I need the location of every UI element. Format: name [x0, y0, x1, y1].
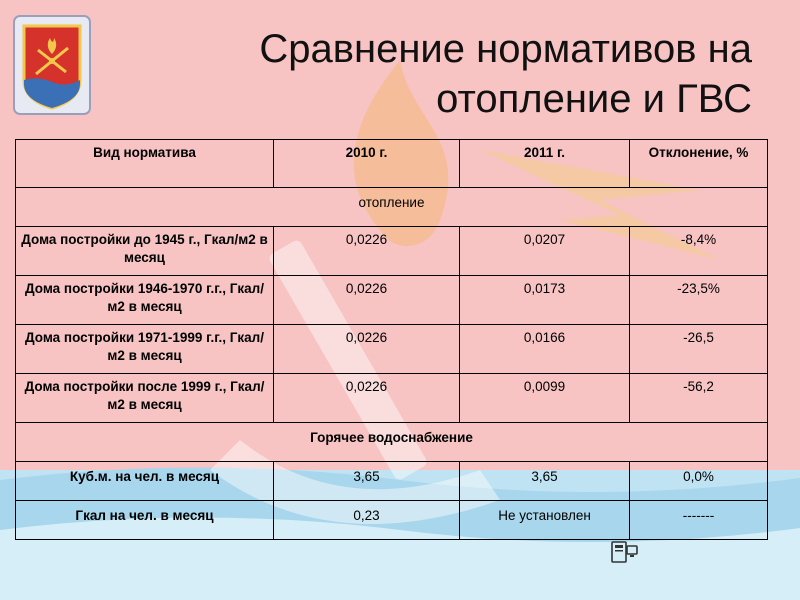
- cell-2010: 0,0226: [274, 227, 460, 276]
- header-norm-type: Вид норматива: [16, 140, 274, 188]
- row-label: Дома постройки 1946-1970 г.г., Гкал/м2 в месяц: [16, 276, 274, 325]
- cell-2010: 0,23: [274, 501, 460, 540]
- header-deviation: Отклонение, %: [630, 140, 768, 188]
- cell-2011: Не установлен: [460, 501, 630, 540]
- cell-deviation: -56,2: [630, 374, 768, 423]
- row-label: Гкал на чел. в месяц: [16, 501, 274, 540]
- cell-2011: 0,0166: [460, 325, 630, 374]
- cell-2010: 0,0226: [274, 374, 460, 423]
- section-hot-water-label: Горячее водоснабжение: [16, 423, 768, 462]
- row-label: Куб.м. на чел. в месяц: [16, 462, 274, 501]
- row-label: Дома постройки до 1945 г., Гкал/м2 в месяц: [16, 227, 274, 276]
- table-row: [16, 227, 768, 276]
- row-label: Дома постройки 1971-1999 г.г., Гкал/м2 в месяц: [16, 325, 274, 374]
- section-row-heating: [16, 188, 768, 227]
- header-2010: 2010 г.: [274, 140, 460, 188]
- title-line-2: отопление и ГВС: [436, 77, 752, 121]
- row-label: Дома постройки после 1999 г., Гкал/м2 в месяц: [16, 374, 274, 423]
- table-row: [16, 325, 768, 374]
- cell-2011: 0,0173: [460, 276, 630, 325]
- norms-table-container: [15, 139, 767, 540]
- city-emblem: [12, 14, 92, 116]
- cell-2011: 0,0207: [460, 227, 630, 276]
- table-row: [16, 501, 768, 540]
- table-row: [16, 276, 768, 325]
- section-heating-label: отопление: [16, 188, 768, 227]
- cell-deviation: -------: [630, 501, 768, 540]
- table-header-row: [16, 140, 768, 188]
- slide-title: [132, 24, 752, 124]
- cell-2011: 0,0099: [460, 374, 630, 423]
- cell-2010: 3,65: [274, 462, 460, 501]
- cell-deviation: -26,5: [630, 325, 768, 374]
- computer-icon: [608, 536, 640, 568]
- cell-deviation: 0,0%: [630, 462, 768, 501]
- norms-comparison-table: [15, 139, 768, 540]
- title-line-1: Сравнение нормативов на: [259, 27, 752, 71]
- cell-2010: 0,0226: [274, 325, 460, 374]
- table-row: [16, 374, 768, 423]
- header-2011: 2011 г.: [460, 140, 630, 188]
- cell-deviation: -23,5%: [630, 276, 768, 325]
- section-row-hot-water: [16, 423, 768, 462]
- cell-2010: 0,0226: [274, 276, 460, 325]
- cell-2011: 3,65: [460, 462, 630, 501]
- cell-deviation: -8,4%: [630, 227, 768, 276]
- table-row: [16, 462, 768, 501]
